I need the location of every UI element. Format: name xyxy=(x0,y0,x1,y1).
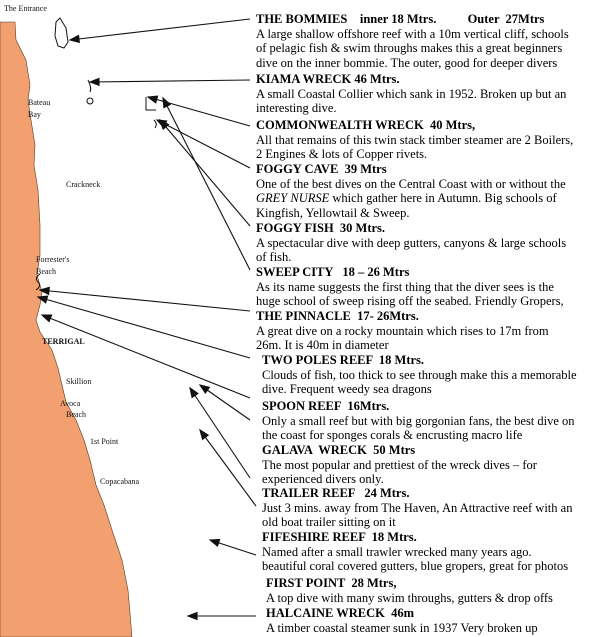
dive-site-heading xyxy=(262,399,575,414)
dive-site-description-line: Kingfish, Yellowtail & Sweep. xyxy=(256,205,410,220)
arrowhead-icon xyxy=(200,385,209,393)
dive-site-description-line: A small Coastal Collier which sank in 1952. Broken up but an xyxy=(256,86,567,101)
dive-site-title: SPOON REEF xyxy=(262,399,342,413)
dive-site-heading xyxy=(256,265,564,280)
pointer-arrow-line xyxy=(38,297,250,358)
dive-site-heading xyxy=(256,72,566,87)
dive-site-depth: 40 Mtrs, xyxy=(423,118,476,132)
dive-site-description-line: A spectacular dive with deep gutters, canyons & large schools xyxy=(256,235,567,250)
dive-site-description-line: Named after a small trawler wrecked many years ago. xyxy=(262,544,532,559)
dive-site-heading xyxy=(262,353,577,368)
arrowhead-icon xyxy=(90,78,99,85)
pointer-arrow-line xyxy=(70,19,250,40)
dive-site-description-line: A timber coastal steamer sunk in 1937 Very broken up xyxy=(266,620,538,635)
bateau-rock xyxy=(87,98,93,104)
dive-site-title: GALAVA WRECK xyxy=(262,443,367,457)
dive-site-entry xyxy=(262,353,577,397)
dive-site-description-line: dive. Frequent weedy sea dragons xyxy=(262,382,432,396)
dive-site-description-line: The most popular and prettiest of the wreck dives – for xyxy=(262,457,537,472)
dive-site-description-line: As its name suggests the first thing that the diver sees is the xyxy=(256,279,554,294)
arrowhead-icon xyxy=(200,430,208,439)
pointer-arrow-line xyxy=(40,290,250,311)
dive-site-heading xyxy=(256,309,549,324)
place-label: Crackneck xyxy=(66,180,101,189)
place-label: Copacabana xyxy=(100,477,140,486)
dive-site-title: COMMONWEALTH WRECK xyxy=(256,118,424,132)
arrowhead-icon xyxy=(190,388,198,397)
dive-site-title: SWEEP CITY xyxy=(256,265,333,279)
place-label: Skillion xyxy=(66,377,92,386)
dive-site-description-line: A large shallow offshore reef with a 10m vertical cliff, schools xyxy=(256,26,569,41)
dive-site-depth: 39 Mtrs xyxy=(338,162,387,176)
arrowhead-icon xyxy=(148,96,158,103)
arrowhead-icon xyxy=(210,539,220,546)
dive-site-description-line: One of the best dives on the Central Coast with or without the xyxy=(256,176,566,191)
pointer-arrow-line xyxy=(190,388,250,478)
dive-site-depth: 30 Mtrs. xyxy=(333,221,386,235)
dive-site-entry xyxy=(256,265,564,309)
place-label: Beach xyxy=(66,410,86,419)
dive-site-description-line: Clouds of fish, too thick to see through make this a memorable xyxy=(262,367,577,382)
dive-site-depth: 18 Mtrs. xyxy=(372,353,425,367)
dive-site-entry xyxy=(256,72,566,116)
dive-site-description-line: huge school of sweep rising off the seabed. Friendly Gropers, xyxy=(256,294,564,308)
dive-site-description-line: 2 Engines & lots of Copper rivets. xyxy=(256,147,428,161)
dive-site-description-line: beautiful coral covered gutters, blue gropers, great for photos xyxy=(262,559,569,573)
dive-site-depth: 46m xyxy=(384,606,415,620)
dive-site-heading xyxy=(262,486,572,501)
dive-site-description-line: A top dive with many swim throughs, gutters & drop offs xyxy=(266,590,553,605)
commonwealth-mark xyxy=(154,120,156,128)
dive-site-depth: 46 Mtrs. xyxy=(351,72,400,86)
dive-site-title: KIAMA WRECK xyxy=(256,72,352,86)
pointer-arrow-line xyxy=(157,120,250,168)
dive-site-description-line: of pelagic fish & swim throughs makes this a great beginners xyxy=(256,41,563,55)
dive-site-description-line: Only a small reef but with big gorgonian fans, the best dive on xyxy=(262,413,575,428)
dive-site-heading xyxy=(256,162,566,177)
dive-site-description-line: All that remains of this twin stack timber steamer are 2 Boilers, xyxy=(256,132,574,147)
dive-site-heading xyxy=(266,606,538,621)
dive-site-description-line: old boat trailer sitting on it xyxy=(262,515,396,529)
dive-site-title: TRAILER REEF xyxy=(262,486,355,500)
place-label: Beach xyxy=(36,267,56,276)
place-label: 1st Point xyxy=(90,437,119,446)
dive-site-depth: 18 Mtrs. xyxy=(365,530,417,544)
dive-site-depth: 16Mtrs. xyxy=(341,399,390,413)
place-label: Bay xyxy=(28,110,41,119)
dive-site-description-line: the coast for sponges corals & encrusting macro life xyxy=(262,428,523,442)
place-label: Bateau xyxy=(28,98,51,107)
pointer-arrow-line xyxy=(160,120,250,226)
dive-site-depth: 17- 26Mtrs. xyxy=(350,309,419,323)
dive-site-description-line: 26m. It is 40m in diameter xyxy=(256,338,389,352)
dive-site-heading xyxy=(256,118,573,133)
dive-site-title: FIRST POINT xyxy=(266,576,346,590)
dive-site-title: TWO POLES REEF xyxy=(262,353,373,367)
place-label: Forrester's xyxy=(36,255,70,264)
arrowhead-icon xyxy=(70,35,79,42)
dive-site-entry xyxy=(262,399,575,443)
dive-site-depth: 50 Mtrs xyxy=(366,443,416,457)
dive-site-entry xyxy=(256,118,573,162)
dive-site-heading xyxy=(256,12,569,27)
place-label: Avoca xyxy=(60,399,81,408)
dive-site-description-line: A great dive on a rocky mountain which rises to 17m from xyxy=(256,323,549,338)
place-label: TERRIGAL xyxy=(42,337,85,346)
place-label: The Entrance xyxy=(4,4,47,13)
dive-site-depth: 18 – 26 Mtrs xyxy=(333,265,410,279)
dive-site-depth: 28 Mtrs, xyxy=(345,576,397,590)
dive-site-title: FIFESHIRE REEF xyxy=(262,530,366,544)
dive-site-heading xyxy=(266,576,553,591)
pointer-arrow-line xyxy=(163,98,250,270)
dive-site-description-line: Just 3 mins. away from The Haven, An Attractive reef with an xyxy=(262,500,573,515)
dive-site-description-line: interesting dive. xyxy=(256,101,337,115)
dive-site-entry xyxy=(262,530,568,574)
dive-site-description-line: GREY NURSE which gather here in Autumn. Big schools of xyxy=(256,191,557,205)
dive-site-entry xyxy=(266,576,553,605)
arrowhead-icon xyxy=(188,613,197,620)
dive-site-description-line: experienced divers only. xyxy=(262,472,384,486)
dive-site-entry xyxy=(256,309,549,353)
the-entrance-rock xyxy=(55,18,68,48)
dive-site-entry xyxy=(256,12,569,70)
dive-site-title: FOGGY FISH xyxy=(256,221,334,235)
dive-site-entry xyxy=(266,606,538,635)
dive-site-title: THE PINNACLE xyxy=(256,309,351,323)
coastline-land xyxy=(0,22,132,637)
pointer-arrow-line xyxy=(200,430,256,506)
dive-site-title: THE BOMMIES xyxy=(256,12,348,26)
dive-site-title: FOGGY CAVE xyxy=(256,162,339,176)
dive-site-depth: inner 18 Mtrs. Outer 27Mtrs xyxy=(347,12,545,26)
dive-site-entry xyxy=(256,221,566,265)
dive-site-title: HALCAINE WRECK xyxy=(266,606,385,620)
arrowhead-icon xyxy=(163,98,170,108)
arrowhead-icon xyxy=(42,315,52,322)
dive-site-entry xyxy=(256,162,566,220)
dive-site-entry xyxy=(262,443,537,487)
dive-site-depth: 24 Mtrs. xyxy=(354,486,410,500)
dive-site-heading xyxy=(262,443,537,458)
dive-site-heading xyxy=(256,221,566,236)
dive-site-description-line: dive on the inner bommie. The outer, good for deeper divers xyxy=(256,55,558,70)
pointer-arrow-line xyxy=(90,80,250,82)
dive-site-heading xyxy=(262,530,568,545)
dive-site-entry xyxy=(262,486,572,530)
dive-site-description-line: of fish. xyxy=(256,250,292,264)
